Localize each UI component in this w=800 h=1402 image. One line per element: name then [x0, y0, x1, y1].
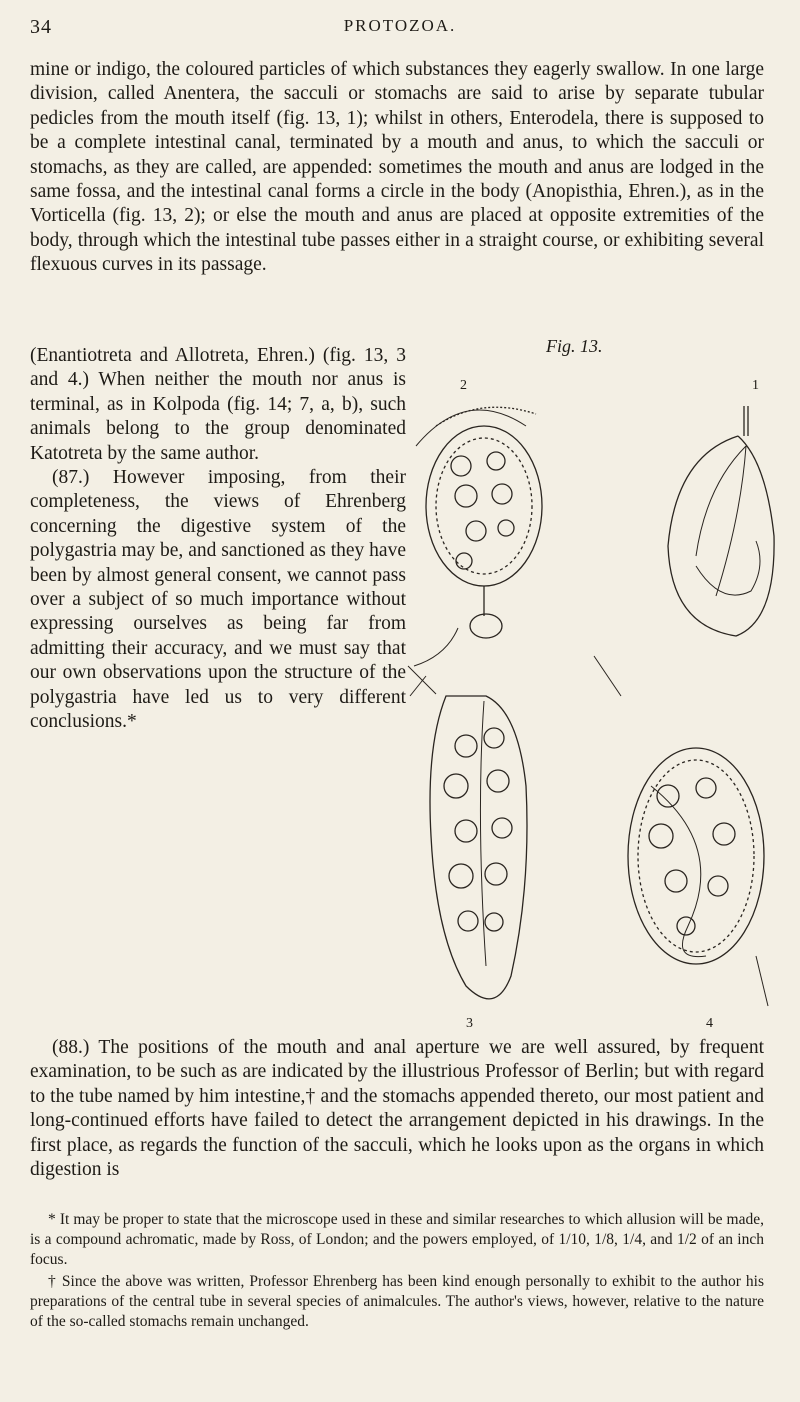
footnotes	[30, 1210, 764, 1334]
paragraph-top: mine or indigo, the coloured particles of which substances they eagerly swallow. In one large division, called Anentera, the sacculi or stomachs are said to arise by separate tubular pedicles from the mouth itself (fig. 13, 1); whilst in others, Enterodela, there is supposed to be a complete intestinal canal, terminated by a mouth and anus, to which the sacculi or stomachs, as they are called, are appended: sometimes the mouth and anus are lodged in the same fossa, and the intestinal canal forms a circle in the body (Anopisthia, Ehren.), as in the Vorticella (fig. 13, 2); or else the mouth and anus are placed at opposite extremities of the body, through which the intestinal tube passes either in a straight course, or exhibiting several flexuous curves in its passage.	[30, 59, 764, 276]
paragraph-88: (88.) The positions of the mouth and anal aperture we are well assured, by frequent examination, to be such as are indicated by the illustrious Professor of Berlin; but with regard to the tube named by him intestine,† and the stomachs appended thereto, our most patient and long-continued efforts have failed to detect the arrangement depicted in his drawings. In the first place, as regards the function of the sacculi, which he looks upon as the organs in which digestion is	[30, 1037, 764, 1181]
page-number: 34	[30, 16, 52, 38]
figure-label-2: 2	[460, 378, 467, 393]
vorticella-engraving	[410, 407, 542, 696]
body-text-top	[30, 58, 764, 278]
enantiotreta-engraving	[408, 666, 527, 999]
figure-label-4: 4	[706, 1016, 713, 1031]
animalcule-engravings	[406, 366, 776, 1016]
anentera-engraving	[668, 406, 774, 636]
page-header	[0, 12, 800, 42]
figure-label-3: 3	[466, 1016, 473, 1031]
footnote-ehrenberg: † Since the above was written, Professor Ehrenberg has been kind enough personally to exhibit to the author his preparations of the central tube in several species of animalcules. The author's views, however, relative to the nature of the so-called stomachs remain unchanged.	[30, 1273, 764, 1330]
paragraph-86-end: (Enantiotreta and Allotreta, Ehren.) (fig. 13, 3 and 4.) When neither the mouth nor anus is terminal, as in Kolpoda (fig. 14; 7, a, b), such animals belong to the group denominated Katotreta by the same author.	[30, 345, 406, 464]
allotreta-engraving	[594, 656, 768, 1006]
running-head: PROTOZOA.	[343, 16, 457, 35]
figure-13	[406, 336, 776, 1036]
figure-caption: Fig. 13.	[546, 336, 603, 356]
figure-label-1: 1	[752, 378, 759, 393]
body-text-bottom	[30, 1036, 764, 1182]
paragraph-87: (87.) However imposing, from their completeness, the views of Ehrenberg concerning the digestive system of the polygastria may be, and sanctioned as they have been by almost general consent, we cannot pass over a subject of so much importance without expressing ourselves as being far from admitting their accuracy, and we must say that our own observations upon the structure of the polygastria have led us to very different conclusions.*	[30, 467, 406, 733]
body-text-wrapped	[30, 344, 406, 735]
footnote-microscope: * It may be proper to state that the microscope used in these and similar researches to which allusion will be made, is a compound achromatic, made by Ross, of London; and the powers employed, of 1/10, 1/8, 1/4, and 1/2 of an inch focus.	[30, 1211, 764, 1268]
